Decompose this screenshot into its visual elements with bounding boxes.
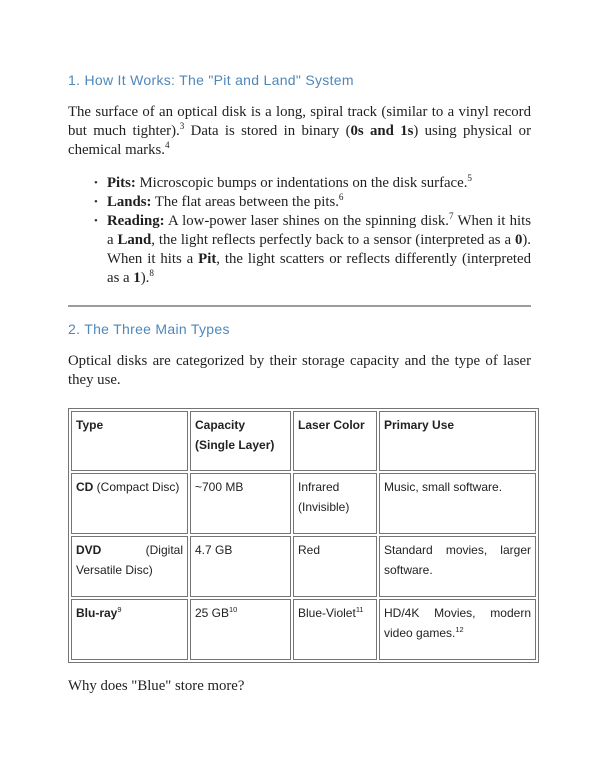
text-run: Blue-Violet: [298, 606, 356, 620]
text-run: The flat areas between the pits.: [151, 194, 339, 210]
footnote-ref: 6: [338, 192, 344, 203]
section2-intro-paragraph: Optical disks are categorized by their storage capacity and the type of laser they use.: [68, 353, 531, 388]
footnote-ref: 8: [149, 268, 154, 279]
table-cell: [379, 536, 536, 597]
text-run: Data is stored in binary (: [184, 123, 351, 139]
text-run: A low-power laser shines on the spinning disk.: [164, 213, 449, 229]
text-run: HD/4K Movies, modern video games.: [384, 606, 531, 640]
footnote-ref: 7: [448, 211, 454, 222]
footnote-ref: 12: [455, 624, 464, 634]
table-header-cell: Capacity (Single Layer): [190, 411, 291, 471]
text-run: Red: [298, 543, 321, 557]
text-run: ~700 MB: [195, 480, 244, 494]
bullet-list: [68, 174, 531, 288]
text-run: 0s and 1s: [350, 123, 414, 139]
text-run: Lands:: [107, 194, 152, 210]
table-cell: [379, 599, 536, 660]
table-header-cell: Laser Color: [293, 411, 377, 471]
bullet-item: [107, 193, 531, 212]
text-run: Music, small software.: [384, 480, 503, 494]
footnote-ref: 4: [164, 140, 170, 151]
table-header-row: [71, 411, 536, 471]
text-run: Land: [117, 232, 152, 248]
table-cell: [379, 473, 536, 534]
section-divider: [68, 305, 531, 307]
text-run: The surface of an optical disk is a long, spiral track (similar to a vinyl record but much tighter).: [68, 104, 531, 139]
table-cell: [293, 599, 377, 660]
text-run: When it hits a: [107, 213, 532, 248]
text-run: 1: [133, 270, 141, 286]
text-run: 25 GB: [195, 606, 230, 620]
footnote-ref: 11: [355, 605, 364, 614]
text-run: , the light reflects perfectly back to a sensor (interpreted as a: [151, 232, 515, 248]
text-run: Microscopic bumps or indentations on the disk surface.: [135, 175, 468, 191]
section1-heading: 1. How It Works: The "Pit and Land" System: [68, 72, 354, 88]
table-row: [71, 536, 536, 597]
footnote-ref: 10: [229, 605, 238, 614]
text-run: Reading:: [107, 213, 165, 229]
text-run: Blu-ray: [76, 606, 118, 620]
text-run: CD: [76, 480, 94, 494]
table-cell: [293, 473, 377, 534]
footnote-ref: 5: [467, 173, 472, 184]
text-run: Standard movies, larger software.: [384, 543, 531, 577]
table-body: [71, 473, 536, 660]
table-header-cell: Primary Use: [379, 411, 536, 471]
closing-question: Why does "Blue" store more?: [68, 678, 245, 694]
text-run: 0: [514, 232, 523, 248]
table-cell: [293, 536, 377, 597]
text-run: 4.7 GB: [195, 543, 233, 557]
text-run: ).: [140, 270, 150, 286]
text-run: ) using physical or chemical marks.: [68, 123, 531, 158]
table-row: [71, 473, 536, 534]
table-header-cell: Type: [71, 411, 188, 471]
text-run: (Digital Versatile Disc): [76, 543, 183, 577]
text-run: (Compact Disc): [93, 480, 180, 494]
text-run: ). When it hits a: [107, 232, 531, 267]
section1-intro-paragraph: [68, 103, 531, 160]
footnote-ref: 3: [179, 121, 185, 132]
footnote-ref: 9: [117, 605, 122, 614]
table-cell: [190, 473, 291, 534]
table-cell: [71, 599, 188, 660]
text-run: Infrared (Invisible): [298, 480, 350, 514]
table-cell: [71, 473, 188, 534]
text-run: DVD: [76, 543, 102, 557]
text-run: Pits:: [107, 175, 136, 191]
table-cell: [190, 599, 291, 660]
text-run: Pit: [198, 251, 217, 267]
disc-types-table: [68, 408, 539, 663]
bullet-item: [107, 174, 531, 193]
table-row: [71, 599, 536, 660]
table-cell: [190, 536, 291, 597]
table-cell: [71, 536, 188, 597]
bullet-item: [107, 212, 531, 288]
section2-heading: 2. The Three Main Types: [68, 321, 230, 337]
text-run: , the light scatters or reflects differently (interpreted as a: [107, 251, 531, 286]
